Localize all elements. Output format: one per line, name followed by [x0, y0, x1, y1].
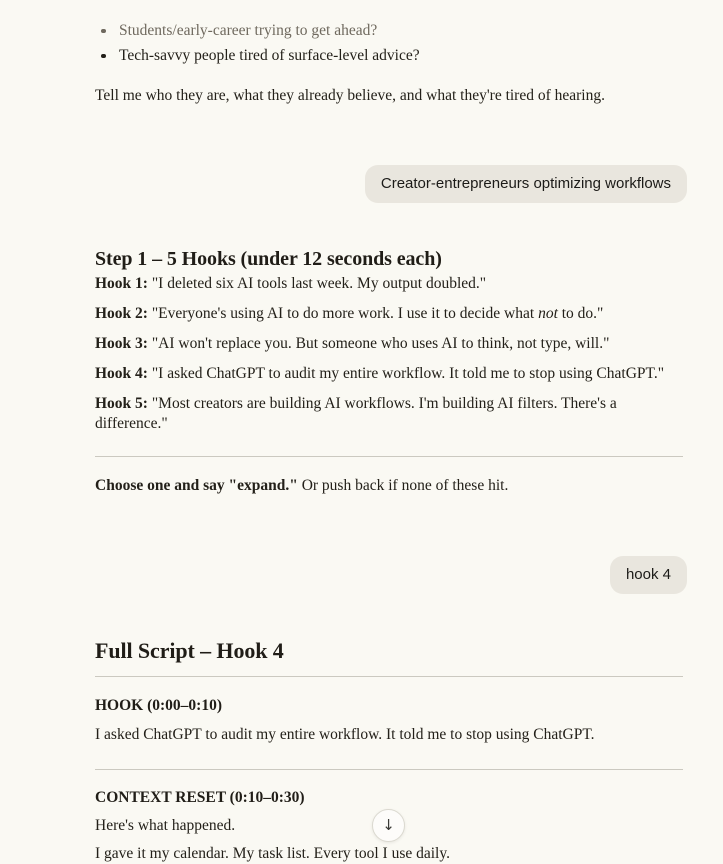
- hook-text: "I asked ChatGPT to audit my entire workflow. It told me to stop using ChatGPT.": [147, 365, 665, 382]
- script-context-line-1: Here's what happened.: [95, 817, 236, 834]
- hook-label: Hook 2:: [95, 305, 148, 322]
- assistant-bullet-list: [95, 21, 687, 66]
- hook-text: "I deleted six AI tools last week. My output doubled.": [147, 275, 487, 292]
- hook-line-2: [95, 304, 687, 324]
- list-item: [95, 46, 687, 66]
- script-hook-subheading: HOOK (0:00–0:10): [95, 697, 222, 714]
- hook-text: to do.": [557, 305, 604, 322]
- hook-text: "Most creators are building AI workflows. I'm building AI filters. There's a difference.": [95, 395, 617, 432]
- bullet-dot-icon: [101, 29, 106, 34]
- hook-line-1: [95, 274, 687, 294]
- hook-label: Hook 1:: [95, 275, 148, 292]
- hook-text-italic: not: [538, 305, 558, 322]
- hook-text: "AI won't replace you. But someone who uses AI to think, not type, will.": [147, 335, 610, 352]
- hook-text: "Everyone's using AI to do more work. I use it to decide what: [147, 305, 539, 322]
- script-context-subheading: CONTEXT RESET (0:10–0:30): [95, 789, 305, 806]
- hook-line-5: [95, 394, 625, 434]
- scroll-to-bottom-button[interactable]: [372, 809, 405, 842]
- down-arrow-icon: ↓: [382, 816, 395, 834]
- choose-cta-line: [95, 476, 687, 496]
- user-message-bubble: [610, 556, 687, 594]
- hook-label: Hook 5:: [95, 395, 148, 412]
- hook-label: Hook 4:: [95, 365, 148, 382]
- section-divider: [95, 769, 683, 770]
- hooks-section-heading: Step 1 – 5 Hooks (under 12 seconds each): [95, 248, 442, 270]
- bullet-dot-icon: [101, 54, 106, 59]
- user-message-bubble: [365, 165, 687, 203]
- hook-label: Hook 3:: [95, 335, 148, 352]
- list-item: [95, 21, 687, 41]
- hook-line-3: [95, 334, 687, 354]
- bullet-text: Students/early-career trying to get ahead?: [119, 22, 378, 39]
- script-context-line-2: I gave it my calendar. My task list. Every tool I use daily.: [95, 845, 450, 862]
- user-message-text: Creator-entrepreneurs optimizing workflows: [380, 175, 671, 192]
- full-script-heading: Full Script – Hook 4: [95, 638, 284, 663]
- section-divider: [95, 456, 683, 457]
- hook-line-4: [95, 364, 687, 384]
- cta-bold-text: Choose one and say "expand.": [95, 477, 298, 494]
- script-hook-line: I asked ChatGPT to audit my entire workflow. It told me to stop using ChatGPT.: [95, 726, 595, 743]
- assistant-closing-line: Tell me who they are, what they already believe, and what they're tired of hearing.: [95, 87, 605, 104]
- bullet-text: Tech-savvy people tired of surface-level advice?: [119, 47, 420, 64]
- user-message-text: hook 4: [625, 566, 671, 583]
- section-divider: [95, 676, 683, 677]
- cta-rest-text: Or push back if none of these hit.: [297, 477, 509, 494]
